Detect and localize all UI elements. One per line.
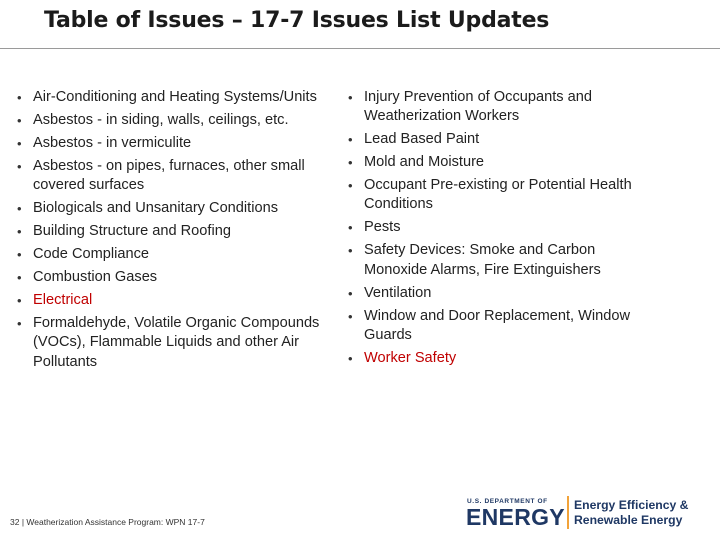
left-issue-item	[17, 268, 347, 287]
left-issue-item	[17, 314, 347, 372]
logo-office-line2: Renewable Energy	[574, 513, 683, 527]
bullet-icon: •	[17, 136, 22, 151]
left-issue-item	[17, 291, 347, 310]
bullet-icon: •	[348, 350, 353, 366]
left-issue-item-text: Asbestos - in vermiculite	[33, 135, 192, 151]
left-issue-item	[17, 222, 347, 241]
right-issue-item	[348, 349, 658, 368]
bullet-icon: •	[348, 178, 353, 194]
bullet-icon: •	[17, 270, 22, 286]
doe-eere-logo	[464, 495, 704, 531]
left-issue-item-text: Air-Conditioning and Heating Systems/Units	[33, 89, 317, 105]
bullet-icon: •	[17, 159, 22, 174]
logo-divider	[567, 496, 569, 529]
right-issue-item	[348, 130, 658, 149]
right-issue-item-text: Occupant Pre-existing or Potential Health Conditions	[364, 177, 632, 213]
left-issue-item-text: Code Compliance	[33, 246, 150, 263]
left-issue-list	[17, 88, 347, 376]
left-issue-item	[17, 111, 347, 130]
left-issue-item	[17, 134, 347, 153]
bullet-icon: •	[348, 220, 353, 236]
bullet-icon: •	[348, 90, 353, 105]
right-issue-item-text: Worker Safety	[364, 349, 457, 366]
left-issue-item-text: Electrical	[33, 292, 93, 309]
right-issue-item-text: Window and Door Replacement, Window Guards	[364, 307, 631, 343]
bullet-icon: •	[348, 155, 353, 171]
bullet-icon: •	[17, 201, 22, 217]
right-issue-item	[348, 153, 658, 172]
left-issue-item	[17, 199, 347, 218]
left-issue-item-text: Combustion Gases	[33, 269, 158, 286]
slide-title: Table of Issues – 17-7 Issues List Updates	[44, 8, 550, 33]
bullet-icon: •	[17, 90, 22, 105]
left-issue-item-text: Asbestos - in siding, walls, ceilings, etc.	[33, 112, 289, 128]
bullet-icon: •	[17, 113, 22, 128]
bullet-icon: •	[17, 224, 22, 240]
right-issue-item	[348, 176, 658, 214]
bullet-icon: •	[17, 293, 22, 309]
right-issue-item	[348, 241, 658, 279]
bullet-icon: •	[348, 285, 353, 301]
left-issue-item	[17, 88, 347, 107]
title-divider	[0, 48, 720, 49]
right-issue-item-text: Lead Based Paint	[364, 131, 480, 148]
right-issue-item-text: Safety Devices: Smoke and Carbon Monoxide Alarms, Fire Extinguishers	[364, 242, 601, 278]
bullet-icon: •	[17, 316, 22, 332]
left-issue-item-text: Biologicals and Unsanitary Conditions	[33, 200, 278, 217]
footer-text: 32 | Weatherization Assistance Program: WPN 17-7	[10, 517, 205, 527]
left-issue-item-text: Formaldehyde, Volatile Organic Compounds (VOCs), Flammable Liquids and other Air Pollutants	[33, 315, 320, 370]
right-issue-item	[348, 307, 658, 345]
logo-dept-big: ENERGY	[466, 504, 565, 530]
right-issue-item	[348, 218, 658, 237]
right-issue-item-text: Pests	[364, 219, 401, 236]
left-issue-item-text: Asbestos - on pipes, furnaces, other small covered surfaces	[33, 158, 305, 194]
bullet-icon: •	[348, 308, 353, 324]
bullet-icon: •	[348, 132, 353, 148]
left-issue-item	[17, 157, 347, 195]
right-issue-item-text: Ventilation	[364, 284, 432, 301]
bullet-icon: •	[348, 243, 353, 259]
left-issue-item-text: Building Structure and Roofing	[33, 223, 231, 240]
logo-dept-small: U.S. DEPARTMENT OF	[467, 498, 548, 505]
left-issue-item	[17, 245, 347, 264]
right-issue-list	[348, 88, 658, 372]
logo-office-line1: Energy Efficiency &	[574, 498, 689, 512]
right-issue-item	[348, 284, 658, 303]
right-issue-item	[348, 88, 658, 126]
right-issue-item-text: Injury Prevention of Occupants and Weatherization Workers	[364, 89, 592, 125]
bullet-icon: •	[17, 247, 22, 263]
right-issue-item-text: Mold and Moisture	[364, 154, 485, 171]
